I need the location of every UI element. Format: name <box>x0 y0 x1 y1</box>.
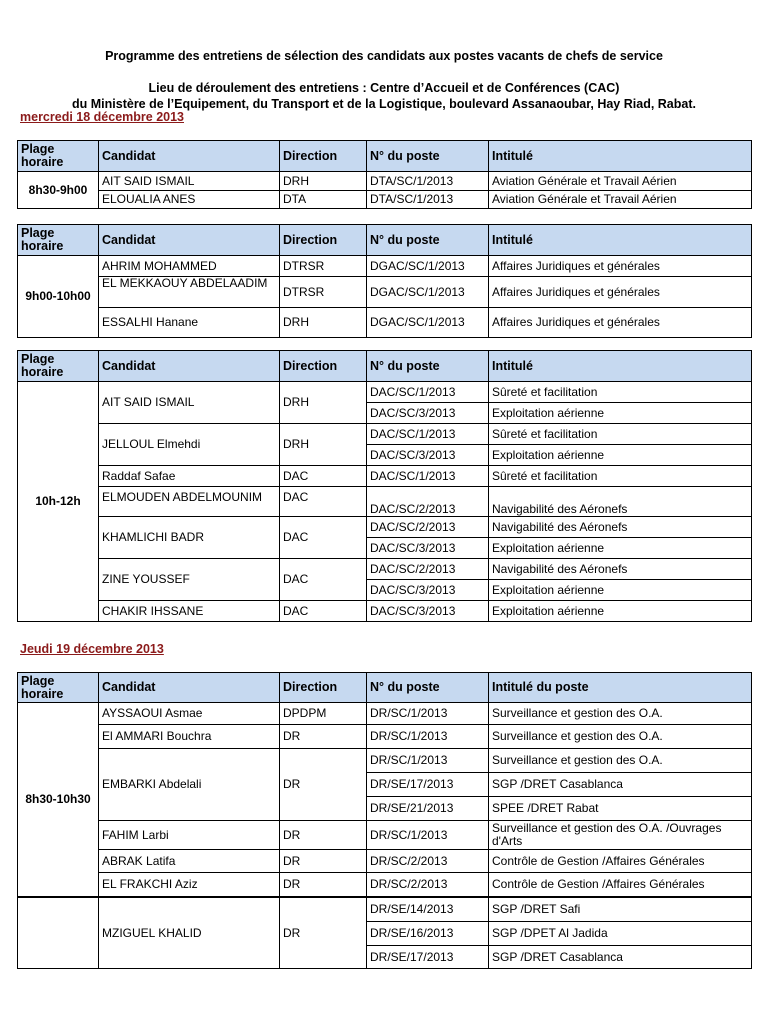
col-header-poste: N° du poste <box>367 351 489 382</box>
candidate-name: KHAMLICHI BADR <box>99 517 280 559</box>
post-number: DTA/SC/1/2013 <box>367 191 489 209</box>
post-title: Affaires Juridiques et générales <box>489 308 752 338</box>
post-number: DAC/SC/3/2013 <box>367 403 489 424</box>
direction-cell: DAC <box>280 601 367 622</box>
post-title: SGP /DRET Casablanca <box>489 946 752 969</box>
col-header-plage: Plage horaire <box>18 351 99 382</box>
post-title: Exploitation aérienne <box>489 403 752 424</box>
post-number: DAC/SC/1/2013 <box>367 466 489 487</box>
candidate-name: AYSSAOUI Asmae <box>99 703 280 725</box>
candidate-name: AIT SAID ISMAIL <box>99 382 280 424</box>
table-row <box>18 424 752 445</box>
candidate-name: ABRAK Latifa <box>99 850 280 873</box>
post-number: DAC/SC/2/2013 <box>367 487 489 517</box>
post-title: Affaires Juridiques et générales <box>489 256 752 277</box>
post-title: SGP /DRET Casablanca <box>489 773 752 797</box>
post-number: DAC/SC/1/2013 <box>367 424 489 445</box>
post-number: DGAC/SC/1/2013 <box>367 256 489 277</box>
direction-cell: DRH <box>280 424 367 466</box>
post-title: Exploitation aérienne <box>489 445 752 466</box>
post-number: DR/SC/1/2013 <box>367 749 489 773</box>
col-header-direction: Direction <box>280 351 367 382</box>
time-slot: 9h00-10h00 <box>18 256 99 338</box>
table-row <box>18 725 752 749</box>
candidate-name: Raddaf Safae <box>99 466 280 487</box>
col-header-candidat: Candidat <box>99 141 280 172</box>
table-row <box>18 601 752 622</box>
direction-cell: DPDPM <box>280 703 367 725</box>
direction-cell: DR <box>280 898 367 969</box>
col-header-poste: N° du poste <box>367 225 489 256</box>
table-row <box>18 898 752 922</box>
post-title: SGP /DPET Al Jadida <box>489 922 752 946</box>
col-header-intitule: Intitulé <box>489 225 752 256</box>
table-row <box>18 749 752 773</box>
post-number: DAC/SC/3/2013 <box>367 445 489 466</box>
time-slot: 8h30-10h30 <box>18 703 99 897</box>
time-slot: 10h-12h <box>18 382 99 622</box>
post-title: Affaires Juridiques et générales <box>489 277 752 308</box>
post-number: DR/SC/2/2013 <box>367 873 489 897</box>
direction-cell: DRH <box>280 382 367 424</box>
post-title: Exploitation aérienne <box>489 580 752 601</box>
table-row <box>18 277 752 308</box>
post-title: Surveillance et gestion des O.A. <box>489 725 752 749</box>
post-number: DR/SE/17/2013 <box>367 946 489 969</box>
table-row <box>18 172 752 191</box>
post-number: DGAC/SC/1/2013 <box>367 277 489 308</box>
candidate-name: AHRIM MOHAMMED <box>99 256 280 277</box>
direction-cell: DAC <box>280 517 367 559</box>
venue-line-2: du Ministère de l’Equipement, du Transport et de la Logistique, boulevard Assanaoubar, Hay Riad, Rabat. <box>72 97 696 111</box>
direction-cell: DTRSR <box>280 256 367 277</box>
col-header-candidat: Candidat <box>99 673 280 703</box>
time-slot <box>18 898 99 969</box>
post-title: Navigabilité des Aéronefs <box>489 487 752 517</box>
col-header-plage: Plage horaire <box>18 225 99 256</box>
post-title: SGP /DRET Safi <box>489 898 752 922</box>
candidate-name: FAHIM Larbi <box>99 821 280 850</box>
direction-cell: DR <box>280 821 367 850</box>
post-number: DAC/SC/3/2013 <box>367 601 489 622</box>
table-row <box>18 559 752 580</box>
col-header-candidat: Candidat <box>99 225 280 256</box>
direction-cell: DAC <box>280 487 367 517</box>
col-header-plage: Plage horaire <box>18 141 99 172</box>
post-number: DAC/SC/1/2013 <box>367 382 489 403</box>
post-title: Navigabilité des Aéronefs <box>489 559 752 580</box>
candidate-name: CHAKIR IHSSANE <box>99 601 280 622</box>
candidate-name: ZINE YOUSSEF <box>99 559 280 601</box>
table-row <box>18 308 752 338</box>
direction-cell: DRH <box>280 308 367 338</box>
direction-cell: DR <box>280 749 367 821</box>
post-title: Contrôle de Gestion /Affaires Générales <box>489 873 752 897</box>
candidate-name: EL FRAKCHI Aziz <box>99 873 280 897</box>
direction-cell: DTA <box>280 191 367 209</box>
candidate-name: AIT SAID ISMAIL <box>99 172 280 191</box>
post-title: SPEE /DRET Rabat <box>489 797 752 821</box>
direction-cell: DR <box>280 725 367 749</box>
post-number: DR/SC/1/2013 <box>367 725 489 749</box>
table-header-row <box>18 225 752 256</box>
direction-cell: DAC <box>280 466 367 487</box>
post-title: Surveillance et gestion des O.A. <box>489 749 752 773</box>
col-header-direction: Direction <box>280 673 367 703</box>
table-header-row <box>18 351 752 382</box>
table-row <box>18 703 752 725</box>
table-row <box>18 256 752 277</box>
post-title: Sûreté et facilitation <box>489 424 752 445</box>
document-title: Programme des entretiens de sélection des candidats aux postes vacants de chefs de service <box>105 49 663 63</box>
table-row <box>18 850 752 873</box>
post-title: Aviation Générale et Travail Aérien <box>489 191 752 209</box>
post-number: DGAC/SC/1/2013 <box>367 308 489 338</box>
post-number: DAC/SC/3/2013 <box>367 580 489 601</box>
candidate-name: ESSALHI Hanane <box>99 308 280 338</box>
post-title: Sûreté et facilitation <box>489 382 752 403</box>
post-title: Surveillance et gestion des O.A. <box>489 703 752 725</box>
schedule-table-10h-12h <box>17 350 752 622</box>
col-header-intitule: Intitulé <box>489 351 752 382</box>
col-header-intitule: Intitulé <box>489 141 752 172</box>
post-title: Aviation Générale et Travail Aérien <box>489 172 752 191</box>
table-row <box>18 466 752 487</box>
day-heading-thursday: Jeudi 19 décembre 2013 <box>20 642 164 656</box>
post-number: DR/SC/1/2013 <box>367 703 489 725</box>
col-header-poste: N° du poste <box>367 673 489 703</box>
table-header-row <box>18 141 752 172</box>
post-title: Surveillance et gestion des O.A. /Ouvrages d'Arts <box>489 821 752 850</box>
candidate-name: EMBARKI Abdelali <box>99 749 280 821</box>
post-number: DR/SC/2/2013 <box>367 850 489 873</box>
table-row <box>18 487 752 517</box>
direction-cell: DRH <box>280 172 367 191</box>
post-title: Navigabilité des Aéronefs <box>489 517 752 538</box>
table-row <box>18 517 752 538</box>
post-number: DR/SE/14/2013 <box>367 898 489 922</box>
direction-cell: DR <box>280 873 367 897</box>
col-header-plage: Plage horaire <box>18 673 99 703</box>
post-number: DR/SC/1/2013 <box>367 821 489 850</box>
post-number: DR/SE/17/2013 <box>367 773 489 797</box>
schedule-table-8h30-10h30 <box>17 672 752 897</box>
col-header-intitule-du-poste: Intitulé du poste <box>489 673 752 703</box>
post-number: DR/SE/16/2013 <box>367 922 489 946</box>
table-header-row <box>18 673 752 703</box>
post-number: DAC/SC/3/2013 <box>367 538 489 559</box>
post-number: DAC/SC/2/2013 <box>367 517 489 538</box>
table-row <box>18 191 752 209</box>
post-title: Sûreté et facilitation <box>489 466 752 487</box>
candidate-name: MZIGUEL KHALID <box>99 898 280 969</box>
day-heading-wednesday: mercredi 18 décembre 2013 <box>20 110 184 124</box>
post-title: Exploitation aérienne <box>489 601 752 622</box>
col-header-poste: N° du poste <box>367 141 489 172</box>
post-title: Contrôle de Gestion /Affaires Générales <box>489 850 752 873</box>
time-slot: 8h30-9h00 <box>18 172 99 209</box>
post-title: Exploitation aérienne <box>489 538 752 559</box>
candidate-name: EL MEKKAOUY ABDELAADIM <box>99 277 280 308</box>
direction-cell: DR <box>280 850 367 873</box>
col-header-direction: Direction <box>280 141 367 172</box>
candidate-name: JELLOUL Elmehdi <box>99 424 280 466</box>
candidate-name: El AMMARI Bouchra <box>99 725 280 749</box>
col-header-candidat: Candidat <box>99 351 280 382</box>
post-number: DAC/SC/2/2013 <box>367 559 489 580</box>
direction-cell: DTRSR <box>280 277 367 308</box>
table-row <box>18 873 752 897</box>
table-row <box>18 382 752 403</box>
post-number: DR/SE/21/2013 <box>367 797 489 821</box>
schedule-table-8h30-9h00 <box>17 140 752 209</box>
candidate-name: ELOUALIA ANES <box>99 191 280 209</box>
schedule-table-9h00-10h00 <box>17 224 752 338</box>
post-number: DTA/SC/1/2013 <box>367 172 489 191</box>
direction-cell: DAC <box>280 559 367 601</box>
table-row <box>18 821 752 850</box>
col-header-direction: Direction <box>280 225 367 256</box>
candidate-name: ELMOUDEN ABDELMOUNIM <box>99 487 280 517</box>
venue-line-1: Lieu de déroulement des entretiens : Centre d’Accueil et de Conférences (CAC) <box>148 81 620 95</box>
schedule-table-continued <box>17 897 752 969</box>
